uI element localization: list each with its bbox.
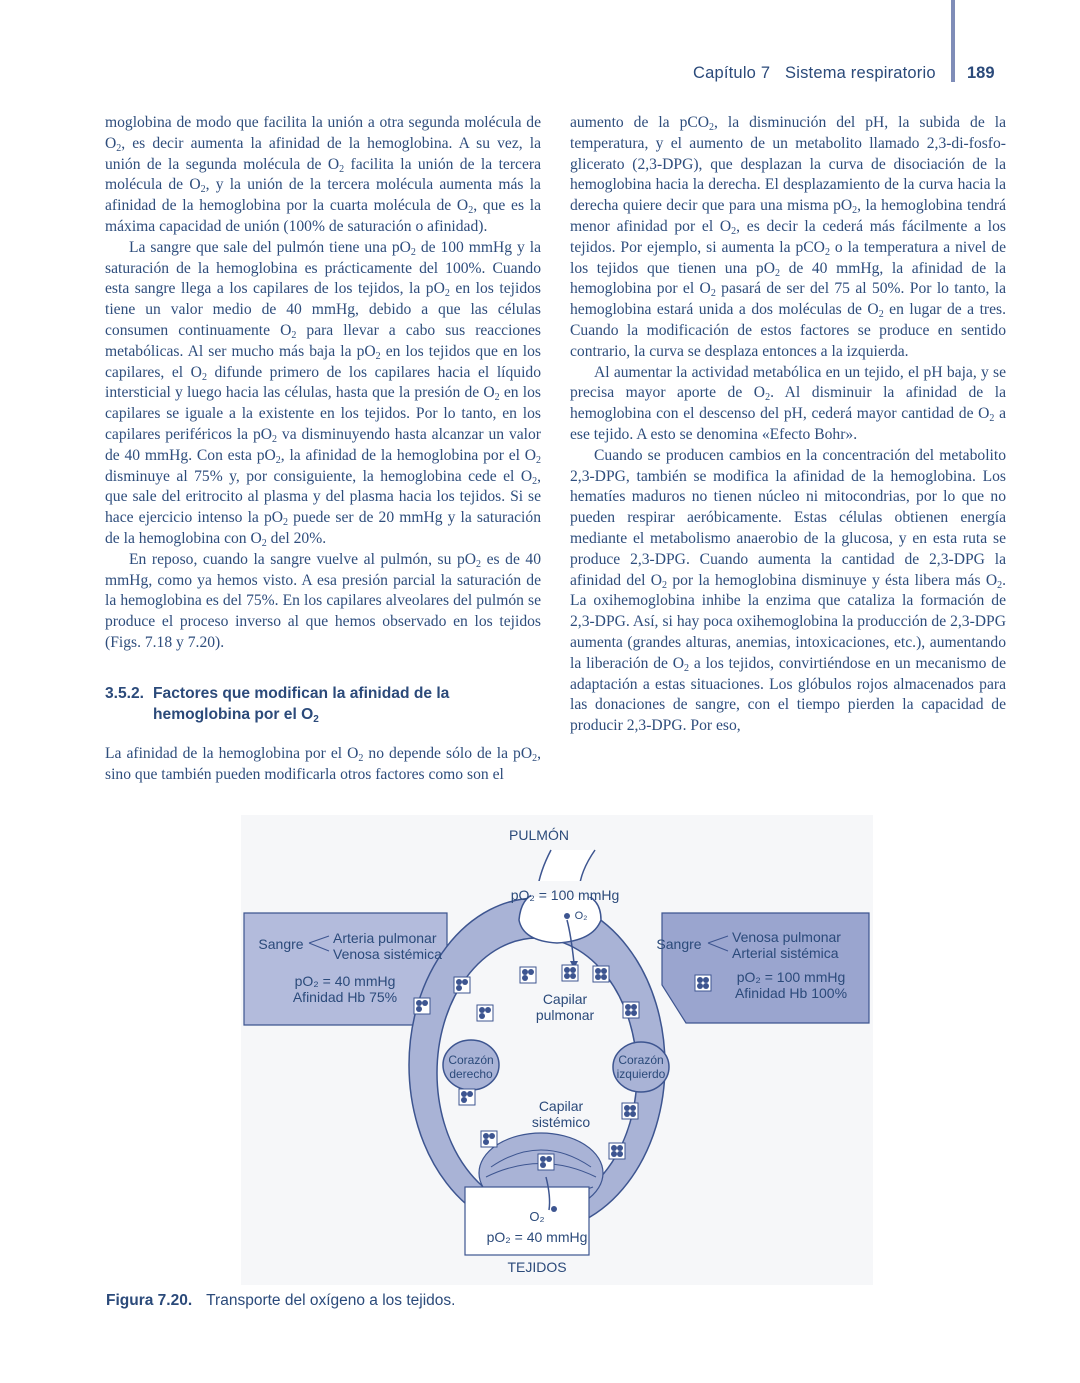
right-afinidad: Afinidad Hb 100% xyxy=(734,985,848,1001)
section-number: 3.5.2. xyxy=(105,685,145,702)
caption-label: Figura 7.20. xyxy=(106,1292,193,1309)
left-sangre: Sangre xyxy=(258,936,304,952)
right-sangre: Sangre xyxy=(656,936,702,952)
figure-oxygen-transport xyxy=(241,815,873,1285)
label-corazon-izquierdo-1: Corazón xyxy=(618,1053,664,1067)
label-o2-tissue: O₂ xyxy=(529,1209,545,1224)
label-corazon-derecho-1: Corazón xyxy=(448,1053,494,1067)
section-title-line1: Factores que modifican la afinidad de la xyxy=(153,685,450,702)
label-tejidos: TEJIDOS xyxy=(507,1259,567,1275)
right-line2: Arterial sistémica xyxy=(732,945,839,961)
paragraph: La afinidad de la hemoglobina por el $O_2$ no depende sólo de la $pO_2$, sino que también pueden modificarla otros factores como son el xyxy=(105,745,541,783)
paragraph: En reposo, cuando la sangre vuelve al pulmón, su $pO_2$ es de 40 mmHg, como ya hemos visto. A esa presión parcial la saturación de la hemoglobina es del 75%. En los capilares alveolares del pulmón se produce el proceso inverso al que hemos observado en los tejidos (Figs. 7.18 y 7.20). xyxy=(105,550,542,651)
left-line1: Arteria pulmonar xyxy=(333,930,437,946)
label-pulmon: PULMÓN xyxy=(509,827,569,843)
label-capilar-pulmonar-1: Capilar xyxy=(542,991,588,1007)
section-title-line2: hemoglobina por el $O_2$ xyxy=(153,706,319,725)
right-line1: Venosa pulmonar xyxy=(732,929,841,945)
left-po2: pO₂ = 40 mmHg xyxy=(294,973,396,989)
right-po2: pO₂ = 100 mmHg xyxy=(736,969,846,985)
label-pulmon-po2: pO₂ = 100 mmHg xyxy=(510,887,620,903)
paragraph: aumento de la pCO$_2$, la disminución del pH, la subida de la temperatura, y el aumento de un metabolito llamado 2,3-di-fosfo-glicerato (2,3-DPG), que desplazan la curva de disociación de la hemoglobina hacia la derecha. El desplazamiento de la curva hacia la derecha quiere decir que para una misma $pO_2$, la hemoglobina tendrá menor afinidad por el $O_2$, es decir la cederá más fácilmente a los tejidos. Por ejemplo, si aumenta la pCO$_2$ o la temperatura a nivel de los tejidos que tienen una $pO_2$ de 40 mmHg, la afinidad de la hemoglobina por el $O_2$ pasará de ser del 75 al 50%. Por lo tanto, la hemoglobina estará unida a dos moléculas de $O_2$ en lugar de a tres. Cuando la modificación de estos factores se produce en sentido contrario, la curva se desplaza entonces a la izquierda. xyxy=(570,114,1007,360)
paragraph: La sangre que sale del pulmón tiene una $pO_2$ de 100 mmHg y la saturación de la hemoglobina es prácticamente del 100%. Cuando esta sangre llega a los capilares de los tejidos, la $pO_2$ en los tejidos tiene un valor medio de 40 mmHg, debido a que las células consumen continuamente $O_2$ para llevar a cabo sus reacciones metabólicas. Al ser mucho más baja la $pO_2$ en los tejidos que en los capilares, el $O_2$ difunde primero de los capilares hacia el líquido intersticial y luego hacia las células, hasta que la presión de $O_2$ en los capilares se iguale a la existente en los tejidos. Por lo tanto, en los capilares periféricos la $pO_2$ va disminuyendo hasta alcanzar un valor de 40 mmHg. Con esta $pO_2$, la afinidad de la hemoglobina por el $O_2$ disminuye al 75% y, por consiguiente, la hemoglobina cede el $O_2$, que sale del eritrocito al plasma y del plasma hacia los tejidos. Si se hace ejercicio intenso la $pO_2$ puede ser de 20 mmHg y la saturación de la hemoglobina con $O_2$ del 20%. xyxy=(105,238,542,549)
label-capilar-pulmonar-2: pulmonar xyxy=(535,1007,595,1023)
header-rule xyxy=(951,0,955,82)
label-o2-lung: O₂ xyxy=(574,910,588,922)
figure-caption xyxy=(106,1292,455,1310)
label-tejidos-po2: pO₂ = 40 mmHg xyxy=(486,1229,588,1245)
section-heading xyxy=(105,683,545,725)
left-afinidad: Afinidad Hb 75% xyxy=(292,989,398,1005)
chapter-number: Capítulo 7 xyxy=(693,64,771,82)
chapter-title: Sistema respiratorio xyxy=(785,64,936,82)
paragraph: Cuando se producen cambios en la concentración del metabolito 2,3-DPG, también se modifica la afinidad de la hemoglobina. Los hematíes maduros no tienen núcleo ni mitocondrias, por lo que no pueden respirar aeróbicamente. Estas células obtienen energía mediante el metabolismo anaerobio de la glucosa, y en esta ruta se produce 2,3-DPG. Cuando aumenta la cantidad de 2,3-DPG la afinidad del $O_2$ por la hemoglobina disminuye y ésta libera más $O_2$. La oxihemoglobina inhibe la enzima que cataliza la formación de 2,3-DPG. Así, si hay poca oxihemoglobina la producción de 2,3-DPG aumenta (grandes alturas, anemias, intoxicaciones, etc.), aumentando la liberación de $O_2$ a los tejidos, convirtiéndose en un mecanismo de adaptación a estas situaciones. Los glóbulos rojos almacenados para las donaciones de sangre, con el tiempo pierden la capacidad de producir 2,3-DPG. Por eso, xyxy=(570,446,1006,735)
right-column xyxy=(570,113,1006,737)
paragraph: moglobina de modo que facilita la unión a otra segunda molécula de $O_2$, es decir aumenta la afinidad de la hemoglobina. A su vez, la unión de la segunda molécula de $O_2$ facilita la unión de la tercera molécula de $O_2$, y la unión de la tercera molécula aumenta más la afinidad de la hemoglobina por la cuarta molécula de $O_2$, que es la máxima capacidad de unión (100% de saturación o afinidad). xyxy=(105,114,541,235)
label-capilar-sistemico-1: Capilar xyxy=(538,1098,584,1114)
paragraph: Al aumentar la actividad metabólica en un tejido, el pH baja, y se precisa mayor aporte de $O_2$. Al disminuir la afinidad de la hemoglobina con el descenso del pH, cederá mayor cantidad de $O_2$ a ese tejido. A esto se denomina «Efecto Bohr». xyxy=(570,363,1007,443)
label-corazon-derecho-2: derecho xyxy=(449,1067,493,1081)
label-corazon-izquierdo-2: izquierdo xyxy=(616,1067,666,1081)
running-head xyxy=(693,64,936,83)
caption-text: Transporte del oxígeno a los tejidos. xyxy=(206,1292,456,1309)
left-column xyxy=(105,113,541,654)
label-capilar-sistemico-2: sistémico xyxy=(531,1114,591,1130)
page-number: 189 xyxy=(967,64,995,82)
left-line2: Venosa sistémica xyxy=(333,946,442,962)
